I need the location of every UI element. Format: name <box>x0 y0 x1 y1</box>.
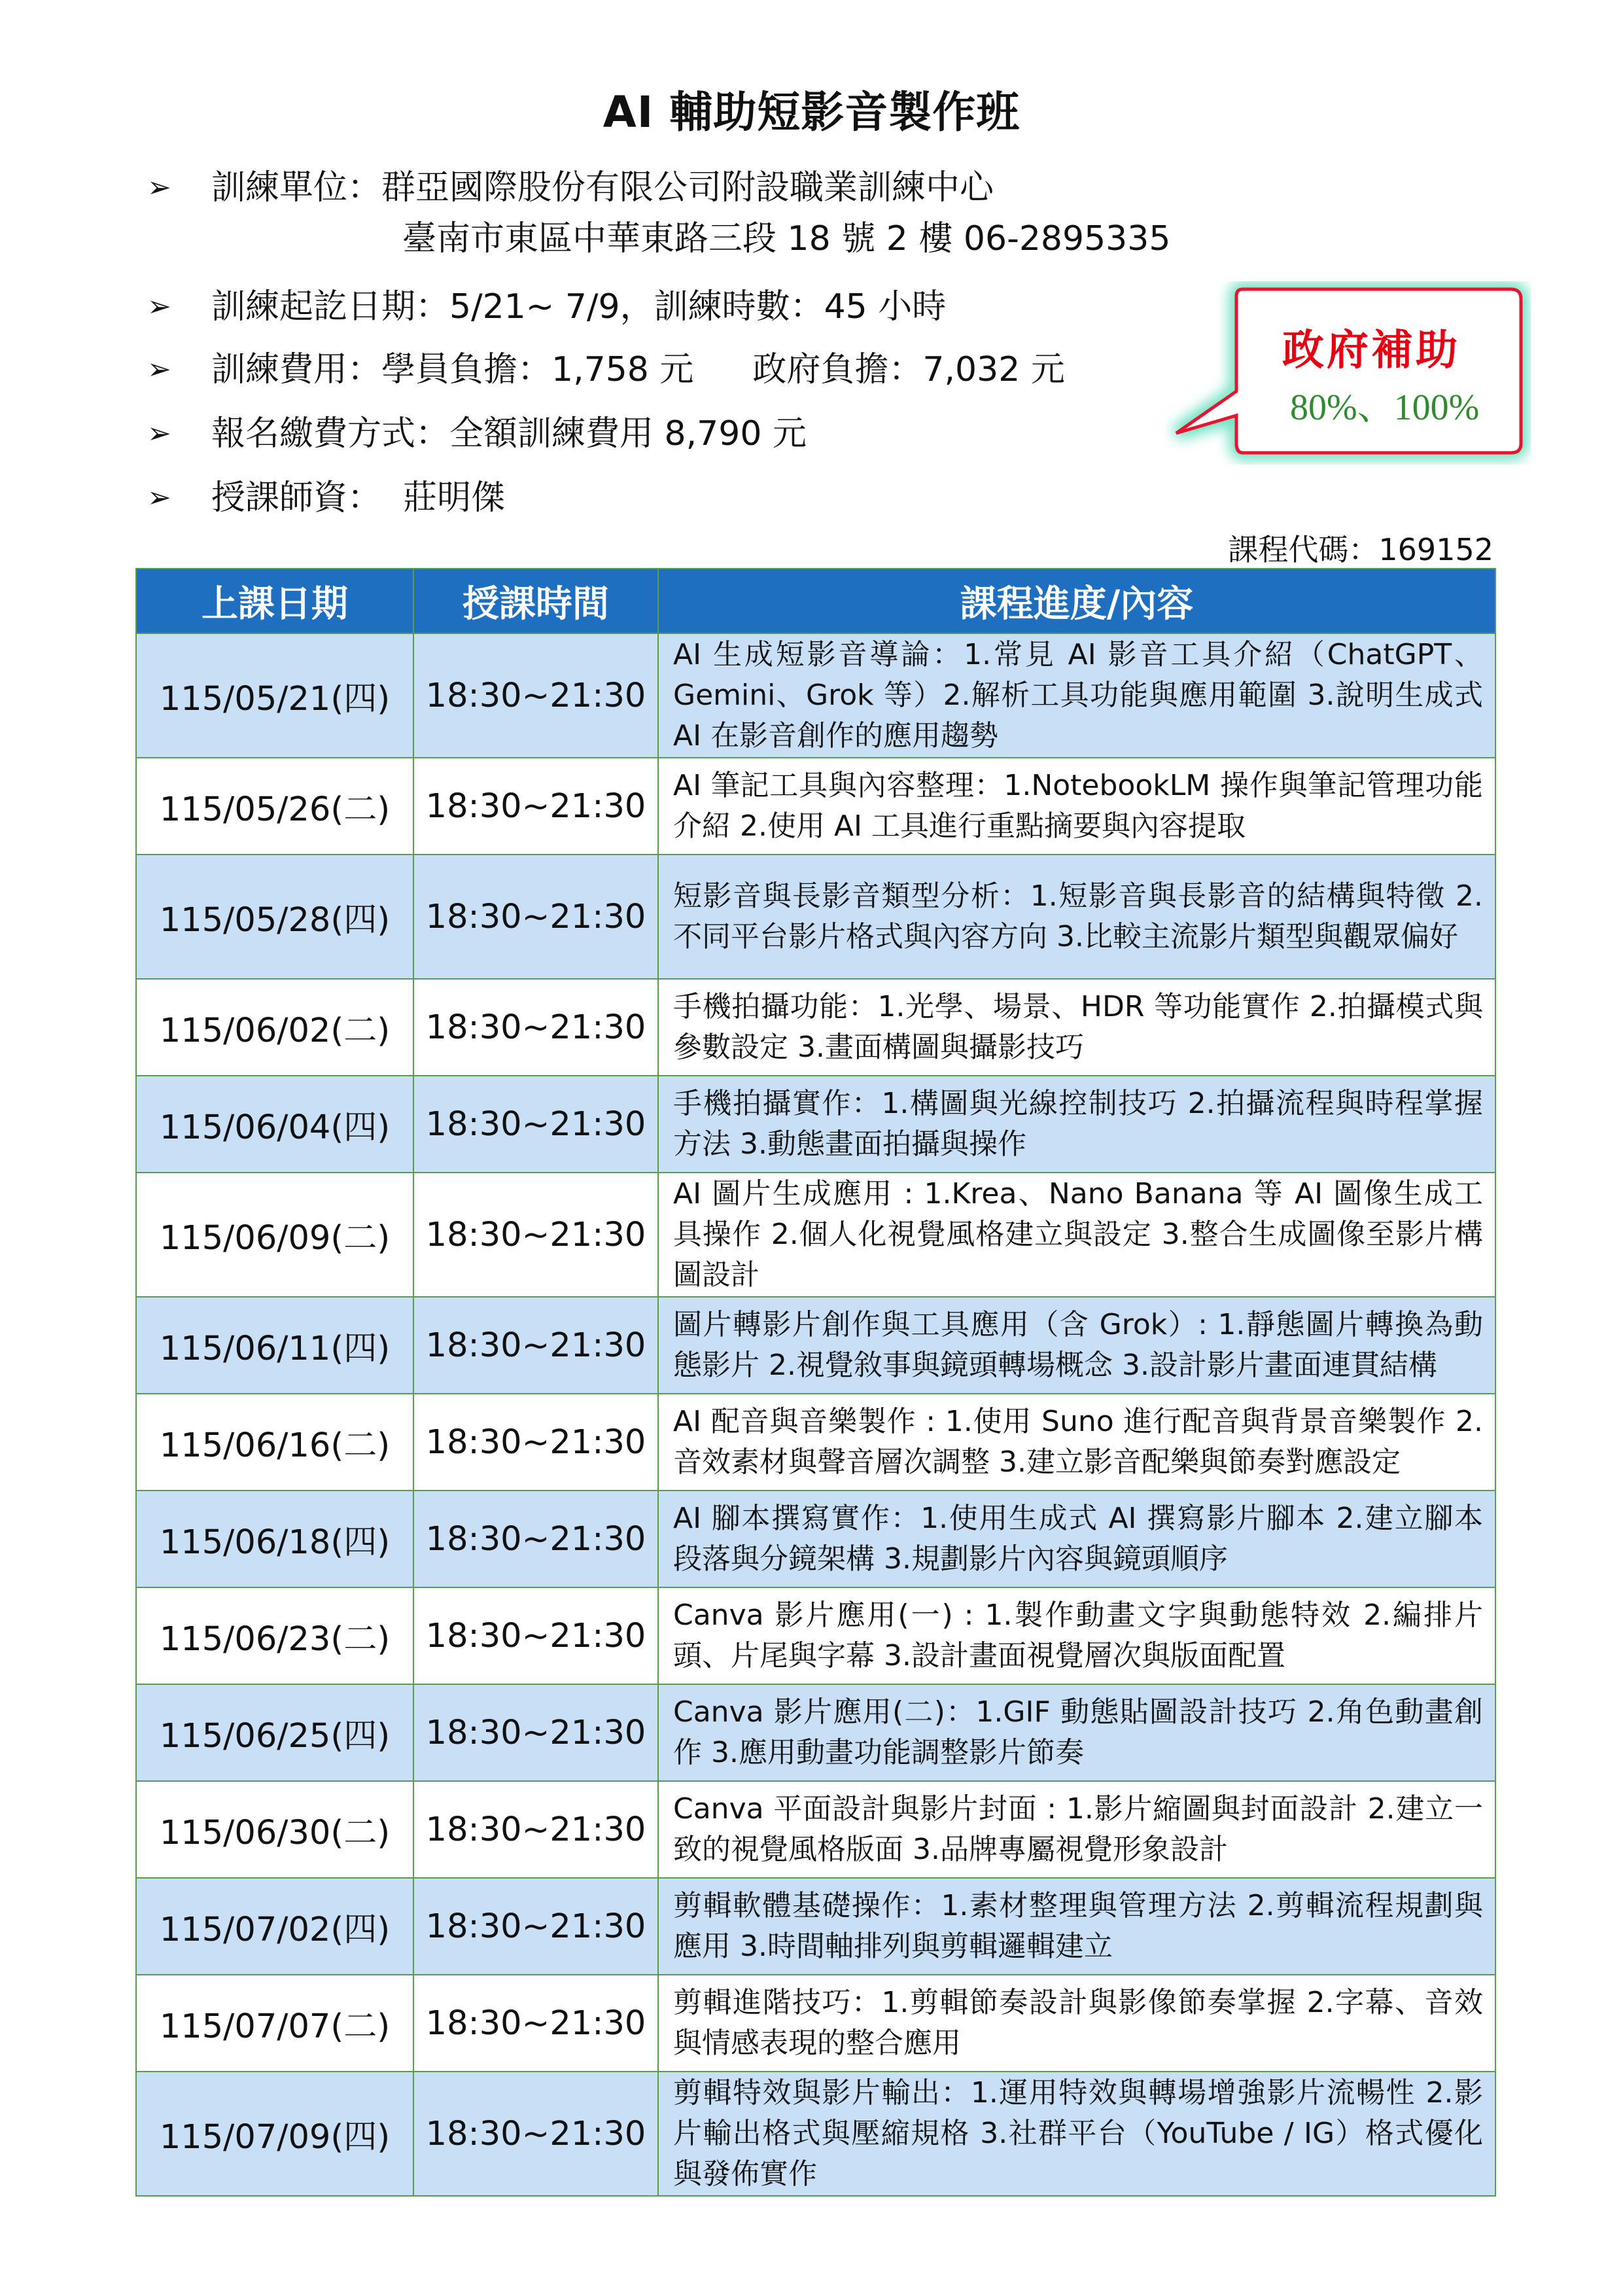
row-time: 18:30~21:30 <box>413 1587 658 1684</box>
row-date: 115/07/02(四) <box>136 1878 413 1975</box>
row-content: AI 圖片生成應用 : 1.Krea、Nano Banana 等 AI 圖像生成工具操作 2.個人化視覺風格建立與設定 3.整合生成圖像至影片構圖設計 <box>658 1173 1495 1297</box>
row-time: 18:30~21:30 <box>413 1491 658 1587</box>
info-address <box>402 216 1170 262</box>
table-row <box>136 1491 1495 1587</box>
table-row <box>136 2072 1495 2196</box>
row-date: 115/06/18(四) <box>136 1491 413 1587</box>
row-date: 115/07/09(四) <box>136 2072 413 2196</box>
header-time: 授課時間 <box>413 569 658 633</box>
row-content: 手機拍攝實作：1.構圖與光線控制技巧 2.拍攝流程與時程掌握方法 3.動態畫面拍攝與操作 <box>658 1076 1495 1173</box>
row-content: 手機拍攝功能：1.光學、場景、HDR 等功能實作 2.拍攝模式與參數設定 3.畫面構圖與攝影技巧 <box>658 979 1495 1076</box>
table-row <box>136 1781 1495 1878</box>
header-content: 課程進度/內容 <box>658 569 1495 633</box>
course-code: 課程代碼：169152 <box>1228 532 1493 567</box>
row-time: 18:30~21:30 <box>413 1878 658 1975</box>
fee-student: 學員負擔：1,758 元 <box>381 350 694 389</box>
row-content: AI 筆記工具與內容整理：1.NotebookLM 操作與筆記管理功能介紹 2.使用 AI 工具進行重點摘要與內容提取 <box>658 758 1495 855</box>
table-row <box>136 1878 1495 1975</box>
table-row <box>136 1076 1495 1173</box>
bullet-arrow-icon: ➢ <box>147 481 171 514</box>
table-row <box>136 1684 1495 1781</box>
table-row <box>136 1297 1495 1394</box>
bullet-arrow-icon: ➢ <box>147 353 171 386</box>
bullet-arrow-icon: ➢ <box>147 171 171 204</box>
fee-label: 訓練費用： <box>211 350 382 389</box>
subsidy-callout-percent: 80%、100% <box>1290 387 1480 428</box>
subsidy-callout-title: 政府補助 <box>1282 326 1460 375</box>
row-date: 115/06/04(四) <box>136 1076 413 1173</box>
dates-label: 訓練起訖日期： <box>211 287 450 327</box>
bullet-arrow-icon: ➢ <box>147 290 171 323</box>
row-date: 115/05/21(四) <box>136 633 413 758</box>
table-row <box>136 1394 1495 1491</box>
row-content: Canva 影片應用(二)：1.GIF 動態貼圖設計技巧 2.角色動畫創作 3.應用動畫功能調整影片節奏 <box>658 1684 1495 1781</box>
bullet-arrow-icon: ➢ <box>147 417 171 450</box>
table-row <box>136 758 1495 855</box>
table-row <box>136 855 1495 979</box>
table-row <box>136 1173 1495 1297</box>
row-date: 115/05/26(二) <box>136 758 413 855</box>
table-row <box>136 1587 1495 1684</box>
row-time: 18:30~21:30 <box>413 855 658 979</box>
row-date: 115/06/11(四) <box>136 1297 413 1394</box>
table-header-row <box>136 569 1495 633</box>
training-unit-value: 群亞國際股份有限公司附設職業訓練中心 <box>381 168 994 207</box>
payment-label: 報名繳費方式： <box>211 414 450 453</box>
row-date: 115/06/16(二) <box>136 1394 413 1491</box>
row-content: 剪輯軟體基礎操作：1.素材整理與管理方法 2.剪輯流程規劃與應用 3.時間軸排列與剪輯邏輯建立 <box>658 1878 1495 1975</box>
table-row <box>136 1975 1495 2072</box>
row-date: 115/06/25(四) <box>136 1684 413 1781</box>
row-time: 18:30~21:30 <box>413 2072 658 2196</box>
row-time: 18:30~21:30 <box>413 1076 658 1173</box>
dates-value: 5/21~ 7/9，訓練時數：45 小時 <box>449 287 947 327</box>
row-date: 115/05/28(四) <box>136 855 413 979</box>
row-date: 115/06/09(二) <box>136 1173 413 1297</box>
row-content: 圖片轉影片創作與工具應用（含 Grok）: 1.靜態圖片轉換為動態影片 2.視覺敘事與鏡頭轉場概念 3.設計影片畫面連貫結構 <box>658 1297 1495 1394</box>
row-content: Canva 影片應用(一) : 1.製作動畫文字與動態特效 2.編排片頭、片尾與字幕 3.設計畫面視覺層次與版面配置 <box>658 1587 1495 1684</box>
row-time: 18:30~21:30 <box>413 758 658 855</box>
row-content: AI 配音與音樂製作 : 1.使用 Suno 進行配音與背景音樂製作 2.音效素材與聲音層次調整 3.建立影音配樂與節奏對應設定 <box>658 1394 1495 1491</box>
row-content: AI 生成短影音導論：1.常見 AI 影音工具介紹（ChatGPT、Gemini、Grok 等）2.解析工具功能與應用範圍 3.說明生成式 AI 在影音創作的應用趨勢 <box>658 633 1495 758</box>
training-unit-label: 訓練單位： <box>211 168 382 207</box>
fee-government: 政府負擔：7,032 元 <box>752 350 1065 389</box>
table-row <box>136 633 1495 758</box>
address-value: 臺南市東區中華東路三段 18 號 2 樓 06-2895335 <box>402 219 1171 258</box>
row-date: 115/06/02(二) <box>136 979 413 1076</box>
row-time: 18:30~21:30 <box>413 1781 658 1878</box>
row-time: 18:30~21:30 <box>413 1394 658 1491</box>
row-content: Canva 平面設計與影片封面 : 1.影片縮圖與封面設計 2.建立一致的視覺風格版面 3.品牌專屬視覺形象設計 <box>658 1781 1495 1878</box>
teacher-value: 莊明傑 <box>403 478 506 518</box>
row-content: 剪輯特效與影片輸出：1.運用特效與轉場增強影片流暢性 2.影片輸出格式與壓縮規格 3.社群平台（YouTube / IG）格式優化與發佈實作 <box>658 2072 1495 2196</box>
row-date: 115/07/07(二) <box>136 1975 413 2072</box>
row-time: 18:30~21:30 <box>413 633 658 758</box>
payment-value: 全額訓練費用 8,790 元 <box>449 414 807 453</box>
row-date: 115/06/30(二) <box>136 1781 413 1878</box>
row-time: 18:30~21:30 <box>413 1173 658 1297</box>
row-content: 短影音與長影音類型分析：1.短影音與長影音的結構與特徵 2.不同平台影片格式與內容方向 3.比較主流影片類型與觀眾偏好 <box>658 855 1495 979</box>
schedule-table <box>135 568 1496 2197</box>
row-time: 18:30~21:30 <box>413 979 658 1076</box>
row-content: 剪輯進階技巧：1.剪輯節奏設計與影像節奏掌握 2.字幕、音效與情感表現的整合應用 <box>658 1975 1495 2072</box>
row-time: 18:30~21:30 <box>413 1297 658 1394</box>
table-row <box>136 979 1495 1076</box>
row-date: 115/06/23(二) <box>136 1587 413 1684</box>
page-title: AI 輔助短影音製作班 <box>602 87 1021 137</box>
row-content: AI 腳本撰寫實作：1.使用生成式 AI 撰寫影片腳本 2.建立腳本段落與分鏡架構 3.規劃影片內容與鏡頭順序 <box>658 1491 1495 1587</box>
row-time: 18:30~21:30 <box>413 1684 658 1781</box>
row-time: 18:30~21:30 <box>413 1975 658 2072</box>
header-date: 上課日期 <box>136 569 413 633</box>
teacher-label: 授課師資： <box>211 478 382 518</box>
